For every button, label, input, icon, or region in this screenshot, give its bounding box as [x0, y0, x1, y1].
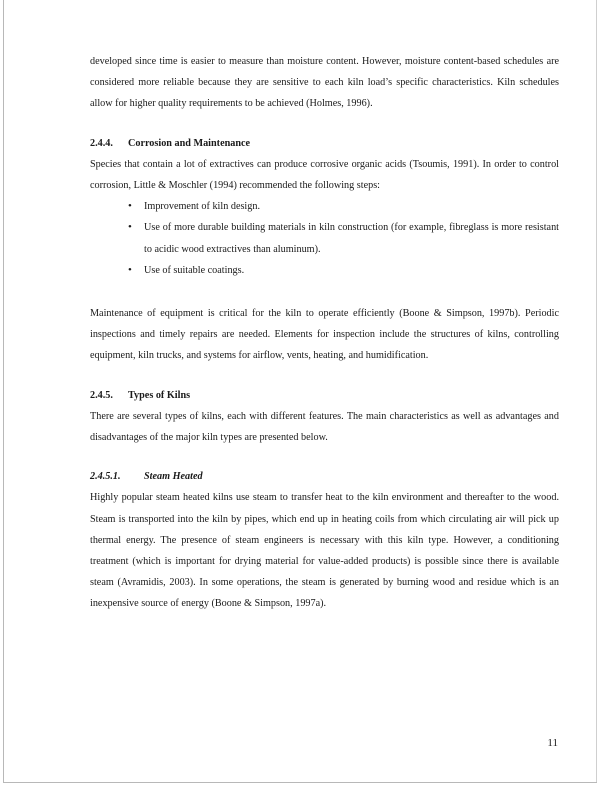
kiln-types-paragraph: There are several types of kilns, each with different features. The main characteristics as well as advantages and disadvantages of the major kiln types are presented below. — [90, 410, 559, 444]
section-heading-2-4-5 — [90, 385, 559, 406]
section-heading-2-4-4 — [90, 133, 559, 154]
section-title: Types of Kilns — [128, 389, 191, 401]
section-number: 2.4.4. — [90, 137, 113, 149]
subsection-heading-2-4-5-1 — [90, 466, 559, 487]
subsection-title: Steam Heated — [144, 471, 203, 483]
recommendation-list — [90, 196, 559, 281]
intro-paragraph: developed since time is easier to measure than moisture content. However, moisture content-based schedules are considered more reliable because they are sensitive to each kiln load’s specific characteristics. Kiln schedules allow for higher quality requirements to be achieved (Holmes, 1996). — [90, 56, 559, 110]
corrosion-paragraph: Species that contain a lot of extractives can produce corrosive organic acids (Tsoumis, 1991). In order to control corrosion, Little & Moschler (1994) recommended the following steps: — [90, 158, 559, 192]
page-body — [90, 51, 559, 615]
section-number: 2.4.5. — [90, 389, 113, 401]
page-border-bottom — [3, 782, 597, 783]
page-border-left — [3, 0, 4, 782]
section-title: Corrosion and Maintenance — [128, 137, 251, 149]
page-border-right — [596, 0, 597, 782]
list-item: • Use of more durable building materials in kiln construction (for example, fibreglass is more resistant to acidic wood extractives than aluminum). — [90, 217, 559, 259]
list-item: • Improvement of kiln design. — [90, 196, 559, 217]
maintenance-paragraph: Maintenance of equipment is critical for the kiln to operate efficiently (Boone & Simpson, 1997b). Periodic inspections and timely repairs are needed. Elements for inspection include the structures of kilns, controlling equipment, kiln trucks, and systems for airflow, vents, heating, and humidification. — [90, 308, 559, 362]
list-item: • Use of suitable coatings. — [90, 260, 559, 281]
subsection-number: 2.4.5.1. — [90, 471, 121, 483]
steam-heated-paragraph: Highly popular steam heated kilns use steam to transfer heat to the kiln environment and thereafter to the wood. Steam is transported into the kiln by pipes, which end up in heating coils from which circulating air will pick up thermal energy. The presence of steam engineers is necessary with this kiln type. However, a conditioning treatment (which is important for drying material for value-added products) is possible since there is available steam (Avramidis, 2003). In some operations, the steam is generated by burning wood and residue which is an inexpensive source of energy (Boone & Simpson, 1997a). — [90, 492, 559, 610]
page-number: 11 — [547, 737, 558, 749]
